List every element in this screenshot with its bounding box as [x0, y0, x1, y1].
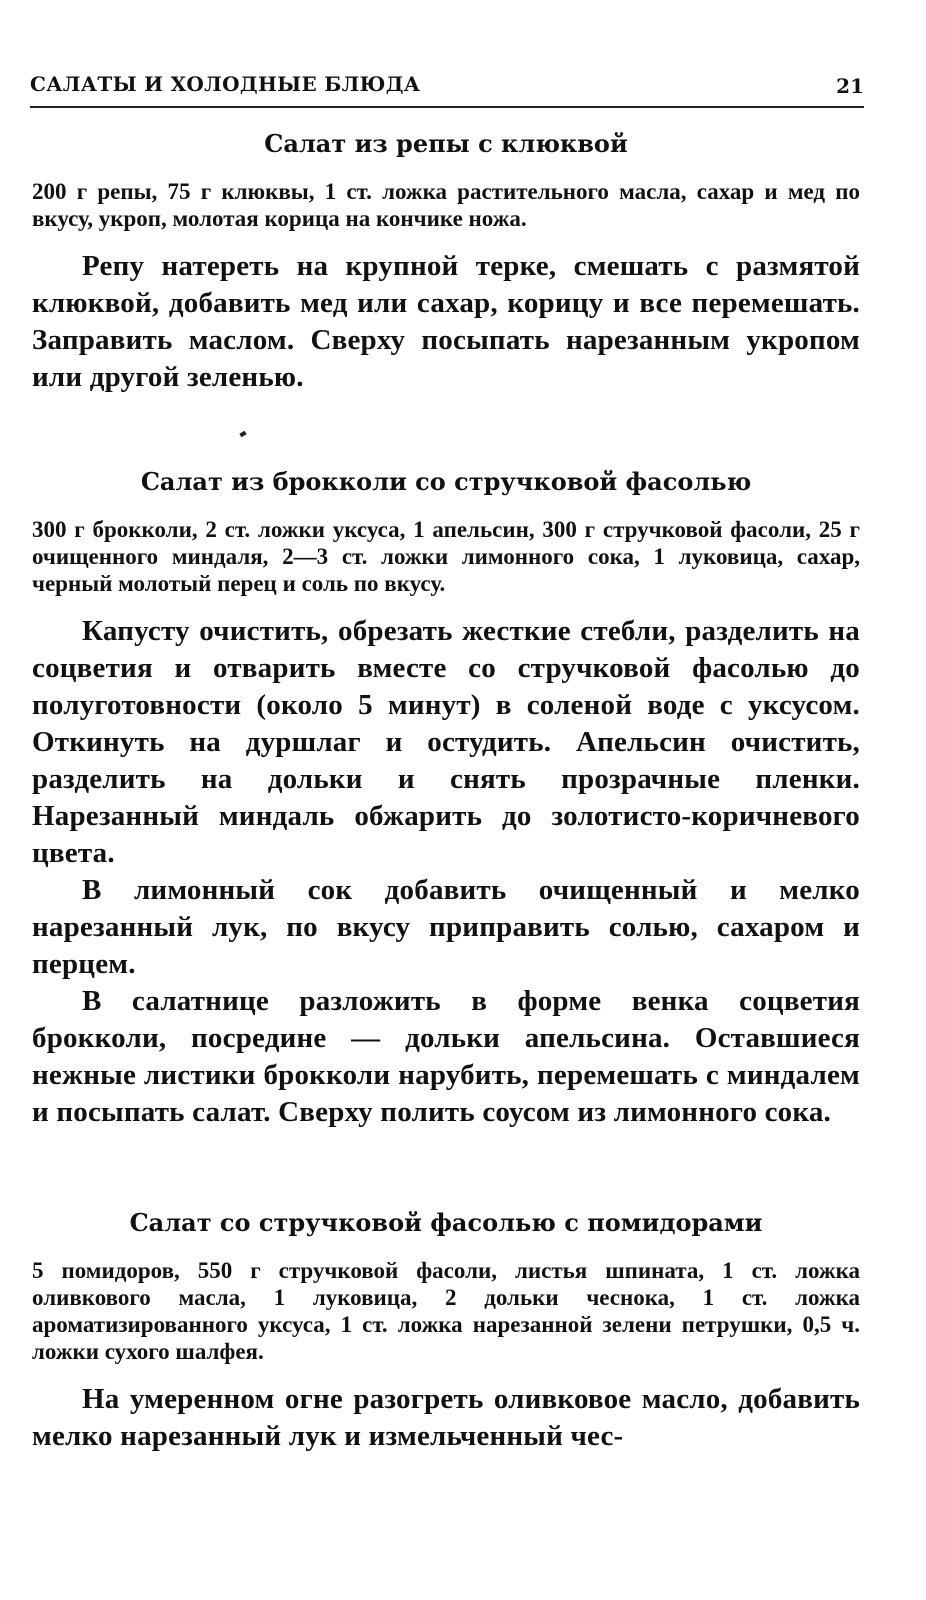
section-gap — [32, 396, 860, 466]
method-paragraph: На умеренном огне разогреть оливковое масло, добавить мелко нарезанный лук и измельченный чес- — [32, 1383, 860, 1452]
method-paragraph: В лимонный сок добавить очищенный и мелко нарезанный лук, по вкусу приправить солью, сахаром и перцем. — [32, 874, 860, 980]
method-paragraph: В салатнице разложить в форме венка соцветия брокколи, посредине — дольки апельсина. Оставшиеся нежные листики брокколи нарубить, перемешать с миндалем и посыпать салат. Сверху полить соусом из лимонного сока. — [32, 985, 860, 1128]
recipe-method — [32, 1381, 860, 1455]
recipe-ingredients: 5 помидоров, 550 г стручковой фасоли, листья шпината, 1 ст. ложка оливкового масла, 1 луковица, 2 дольки чеснока, 1 ст. ложка ароматизированного уксуса, 1 ст. ложка нарезанной зелени петрушки, 0,5 ч. ложки сухого шалфея. — [32, 1258, 860, 1364]
page-content — [32, 128, 860, 1455]
recipe-turnip-cranberry — [32, 128, 860, 396]
recipe-title: Салат из репы с клюквой — [264, 129, 628, 158]
running-header — [30, 64, 864, 104]
section-title: САЛАТЫ И ХОЛОДНЫЕ БЛЮДА — [30, 72, 421, 96]
recipe-broccoli-green-beans — [32, 466, 860, 1131]
method-paragraph: Капусту очистить, обрезать жесткие стебли, разделить на соцветия и отварить вместе со стручковой фасолью до полуготовности (около 5 минут) в соленой воде с уксусом. Откинуть на дуршлаг и остудить. Апельсин очистить, разделить на дольки и снять прозрачные пленки. Нарезанный миндаль обжарить до золотисто-коричневого цвета. — [32, 615, 860, 869]
recipe-method — [32, 613, 860, 1131]
recipe-title: Салат из брокколи со стручковой фасолью — [140, 467, 752, 496]
recipe-method — [32, 248, 860, 396]
page-number: 21 — [836, 74, 864, 98]
recipe-ingredients: 200 г репы, 75 г клюквы, 1 ст. ложка растительного масла, сахар и мед по вкусу, укроп, молотая корица на кончике ножа. — [32, 179, 860, 231]
method-paragraph: Репу натереть на крупной терке, смешать с размятой клюквой, добавить мед или сахар, корицу и все перемешать. Заправить маслом. Сверху посыпать нарезанным укропом или другой зеленью. — [32, 250, 860, 393]
section-gap — [32, 1131, 860, 1207]
header-rule — [30, 106, 864, 108]
recipe-title: Салат со стручковой фасолью с помидорами — [129, 1208, 763, 1237]
recipe-green-beans-tomatoes — [32, 1207, 860, 1455]
recipe-ingredients: 300 г брокколи, 2 ст. ложки уксуса, 1 апельсин, 300 г стручковой фасоли, 25 г очищенного миндаля, 2—3 ст. ложки лимонного сока, 1 луковица, сахар, черный молотый перец и соль по вкусу. — [32, 517, 860, 596]
